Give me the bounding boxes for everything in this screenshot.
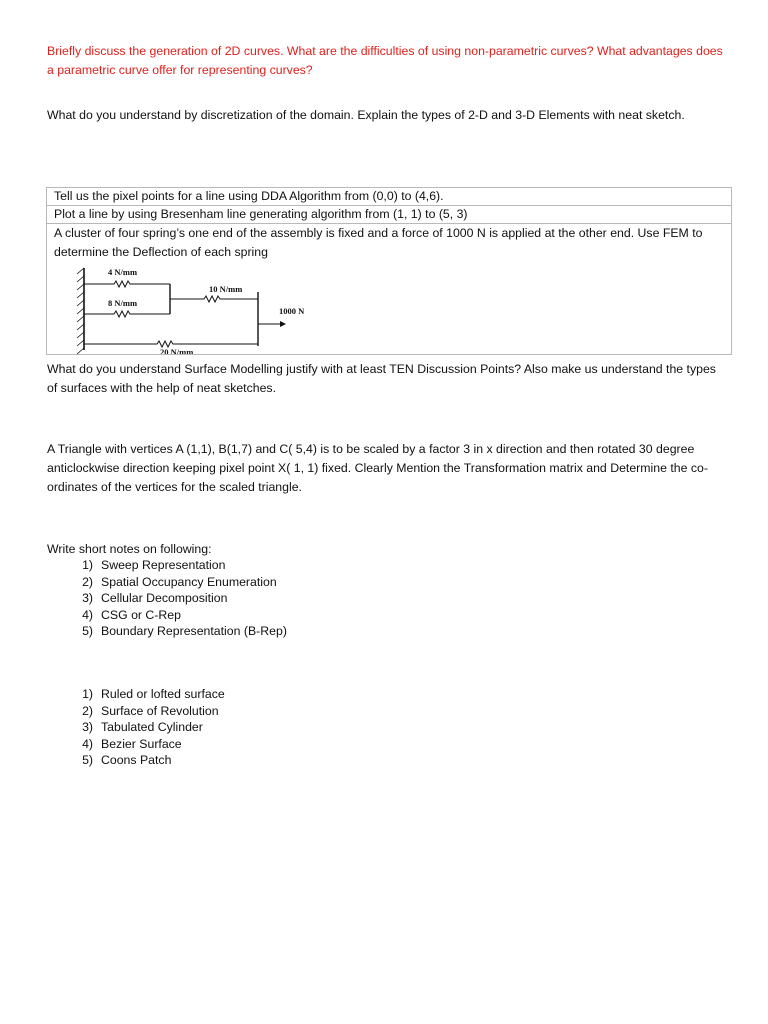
table-row <box>47 206 732 224</box>
force-arrowhead <box>280 321 286 327</box>
list-item: 1) Ruled or lofted surface <box>82 687 225 701</box>
question-surface-modelling: What do you understand Surface Modelling justify with at least TEN Discussion Points? Also make us understand the types of surfaces with the help of neat sketches. <box>47 362 716 395</box>
label-spring-lower: 8 N/mm <box>108 298 138 308</box>
list-item: 2) Surface of Revolution <box>82 703 219 718</box>
label-spring-bottom: 20 N/mm <box>160 347 194 354</box>
short-notes-heading: Write short notes on following: <box>47 542 212 556</box>
wall-hatching <box>77 268 84 354</box>
label-spring-top: 4 N/mm <box>108 267 138 277</box>
list-item: 2) Spatial Occupancy Enumeration <box>82 574 277 589</box>
table-row <box>47 224 732 355</box>
spring-assembly-figure <box>62 264 322 354</box>
short-notes-list <box>47 557 287 640</box>
question-1: Briefly discuss the generation of 2D curves. What are the difficulties of using non-parametric curves? What advantages does a parametric curve offer for representing curves? <box>47 44 723 77</box>
list-item: 1) Sweep Representation <box>82 558 226 572</box>
surface-types-list <box>47 686 225 769</box>
list-item: 5) Coons Patch <box>82 753 172 767</box>
question-bresenham: Plot a line by using Bresenham line generating algorithm from (1, 1) to (5, 3) <box>47 206 732 224</box>
label-spring-middle: 10 N/mm <box>209 284 243 294</box>
spring-middle-path <box>170 296 258 302</box>
list-item: 3) Cellular Decomposition <box>82 591 228 605</box>
question-dda: Tell us the pixel points for a line using DDA Algorithm from (0,0) to (4,6). <box>47 188 732 206</box>
spring-lower-path <box>84 311 170 317</box>
spring-top-path <box>84 281 170 287</box>
question-triangle: A Triangle with vertices A (1,1), B(1,7) and C( 5,4) is to be scaled by a factor 3 in x direction and then rotated 30 degree anticlockwise direction keeping pixel point X( 1, 1) fixed. Clearly Mention the Transformation matrix and Determine the co-ordinates of the vertices for the scaled triangle. <box>47 442 708 494</box>
table-row <box>47 188 732 206</box>
list-item: 4) Bezier Surface <box>82 736 182 751</box>
label-force: 1000 N <box>279 306 305 316</box>
question-table <box>46 187 732 355</box>
question-spring: A cluster of four spring’s one end of the assembly is fixed and a force of 1000 N is applied at the other end. Use FEM to determine the Deflection of each spring <box>54 226 703 259</box>
question-spring-cell <box>47 224 732 355</box>
list-item: 3) Tabulated Cylinder <box>82 720 203 734</box>
list-item: 4) CSG or C-Rep <box>82 607 181 622</box>
list-item: 5) Boundary Representation (B-Rep) <box>82 624 287 638</box>
question-2: What do you understand by discretization of the domain. Explain the types of 2-D and 3-D Elements with neat sketch. <box>47 108 685 122</box>
